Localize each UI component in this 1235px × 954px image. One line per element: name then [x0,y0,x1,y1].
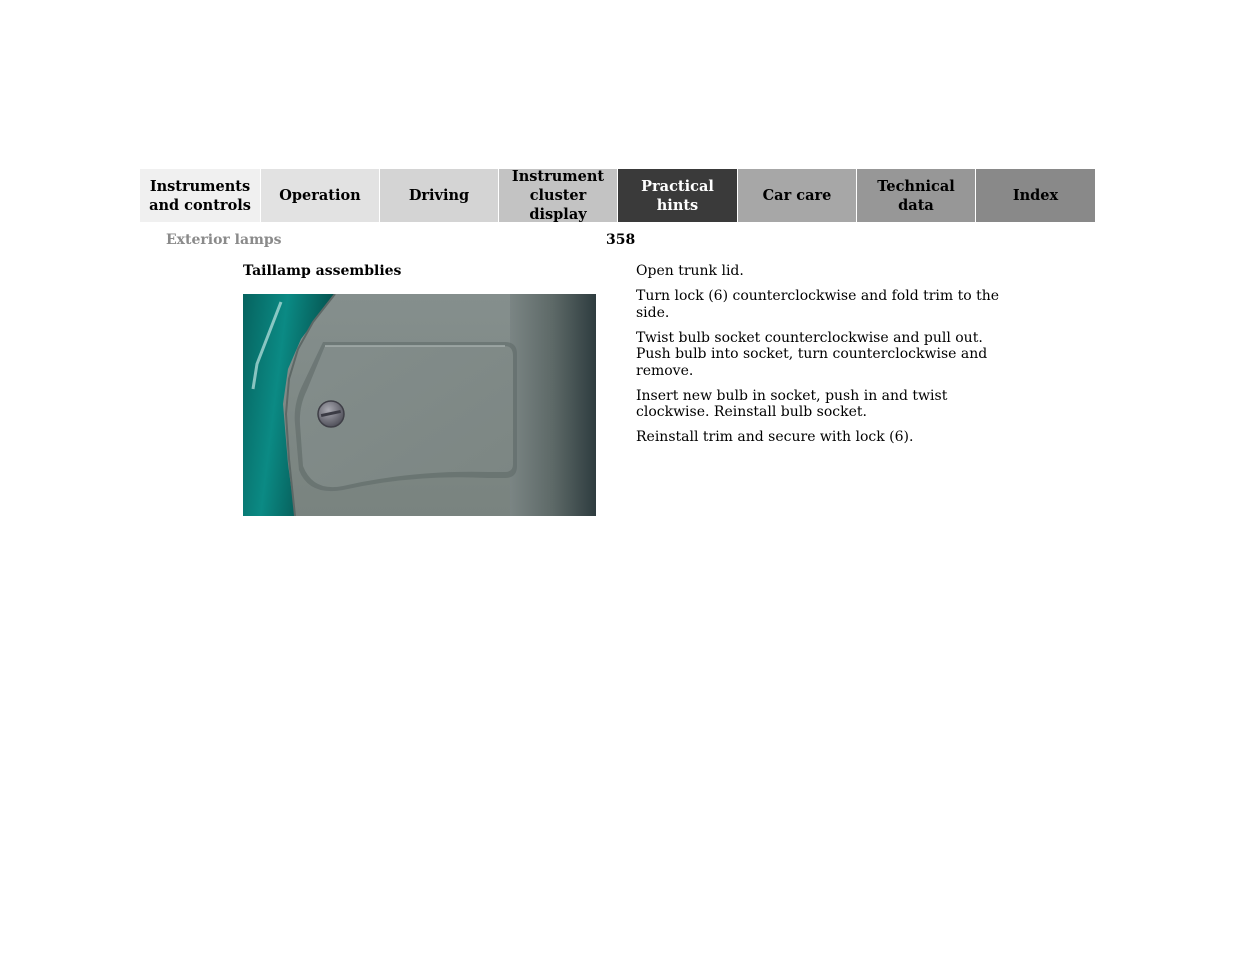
instruction-step: Insert new bulb in socket, push in and twist clockwise. Reinstall bulb socket. [636,387,948,420]
instruction-step: Reinstall trim and secure with lock (6). [636,429,914,445]
nav-tab-index[interactable]: Index [975,169,1095,222]
trunk-trim-illustration [243,294,596,516]
nav-tab-operation[interactable]: Operation [260,169,379,222]
nav-tab-instruments-and-controls[interactable]: Instruments and controls [140,169,260,222]
nav-tab-technical-data[interactable]: Technical data [856,169,975,222]
page-number: 358 [606,232,636,248]
nav-tab-car-care[interactable]: Car care [737,169,856,222]
trunk-trim-drawing [243,294,596,516]
instructions-list [636,263,1016,454]
instruction-step: Twist bulb socket counterclockwise and pull out. Push bulb into socket, turn counterclockwise and remove. [636,329,988,379]
callout-marker [585,710,596,723]
section-title: Exterior lamps [166,232,282,248]
instruction-step: Turn lock (6) counterclockwise and fold trim to the side. [636,288,1000,321]
nav-tab-instrument-cluster-display[interactable]: Instrument cluster display [498,169,617,222]
nav-tab-practical-hints[interactable]: Practical hints [617,169,737,222]
chapter-navigation [140,169,1095,222]
instruction-step: Open trunk lid. [636,263,744,279]
nav-tab-driving[interactable]: Driving [379,169,498,222]
subsection-heading: Taillamp assemblies [243,263,402,279]
